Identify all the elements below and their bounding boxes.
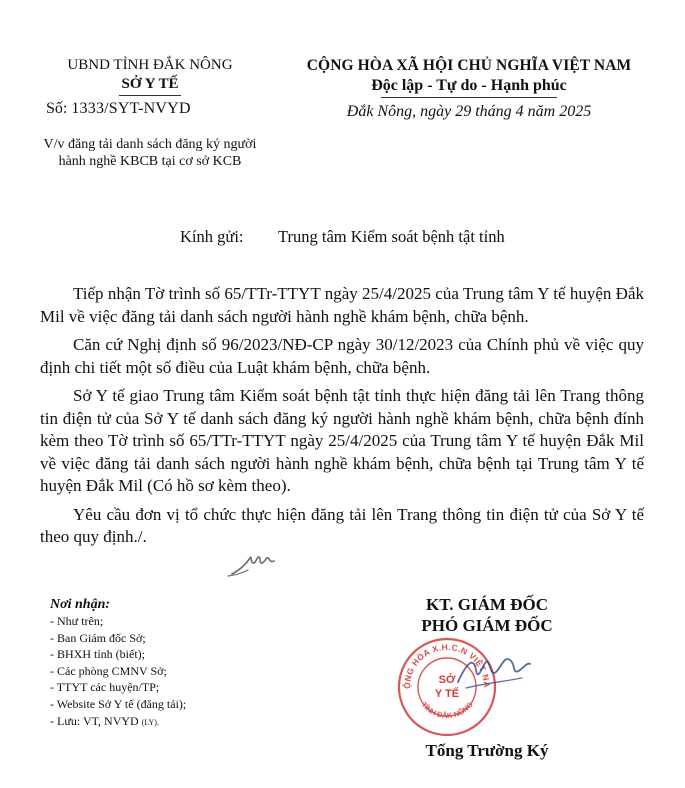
dateline-suffix: năm 2025 bbox=[523, 103, 592, 120]
body-paragraph-4: Yêu cầu đơn vị tổ chức thực hiện đăng tải lên Trang thông tin điện tử của Sở Y tế theo quy định./. bbox=[40, 504, 644, 546]
national-header bbox=[272, 56, 666, 122]
distribution-list bbox=[50, 596, 186, 731]
dateline-mid: tháng bbox=[471, 103, 516, 120]
nation-name: CỘNG HÒA XÃ HỘI CHỦ NGHĨA VIỆT NAM bbox=[306, 57, 632, 74]
archive-initials: (LY). bbox=[141, 717, 159, 727]
letter-body bbox=[40, 283, 644, 555]
issuer-department: SỞ Y TẾ bbox=[121, 76, 179, 92]
signature-block bbox=[392, 594, 582, 636]
distribution-item-archive bbox=[50, 713, 186, 732]
addressee bbox=[180, 227, 505, 247]
signer-role-secondary: PHÓ GIÁM ĐỐC bbox=[421, 616, 553, 635]
document-number-value: 1333/SYT-NVYD bbox=[71, 100, 191, 117]
distribution-title: Nơi nhận: bbox=[50, 597, 111, 612]
distribution-item: - BHXH tỉnh (biết); bbox=[50, 647, 145, 662]
svg-text:SỞ: SỞ bbox=[438, 674, 456, 686]
distribution-item: - TTYT các huyện/TP; bbox=[50, 680, 160, 695]
addressee-label: Kính gửi: bbox=[180, 227, 244, 246]
archive-text: - Lưu: VT, NVYD bbox=[50, 713, 142, 728]
distribution-items bbox=[50, 613, 186, 731]
distribution-item: - Ban Giám đốc Sở; bbox=[50, 630, 146, 645]
signer-name: Tống Trường Ký bbox=[425, 741, 549, 760]
svg-text:TỈNH ĐẮK NÔNG: TỈNH ĐẮK NÔNG bbox=[419, 700, 475, 721]
issuer-agency: UBND TỈNH ĐẮK NÔNG bbox=[67, 57, 233, 73]
addressee-name: Trung tâm Kiểm soát bệnh tật tỉnh bbox=[278, 227, 505, 246]
body-paragraph-1: Tiếp nhận Tờ trình số 65/TTr-TTYT ngày 25/4/2025 của Trung tâm Y tế huyện Đắk Mil về việc đăng tải danh sách người hành nghề khám bệnh, chữa bệnh. bbox=[40, 284, 644, 326]
initials-mark bbox=[226, 548, 282, 585]
body-paragraph-2: Căn cứ Nghị định số 96/2023/NĐ-CP ngày 30/12/2023 của Chính phủ về việc quy định chi tiết một số điều của Luật khám bệnh, chữa bệnh. bbox=[40, 335, 644, 377]
issuer-block bbox=[30, 56, 270, 96]
dateline bbox=[272, 102, 666, 122]
dateline-prefix: Đắk Nông, ngày bbox=[346, 103, 456, 120]
issuer-underline bbox=[119, 95, 181, 96]
distribution-item: - Các phòng CMNV Sở; bbox=[50, 663, 167, 678]
body-paragraph-3: Sở Y tế giao Trung tâm Kiểm soát bệnh tật tỉnh thực hiện đăng tải lên Trang thông tin điện tử của Sở Y tế danh sách đăng ký người hành nghề khám bệnh, chữa bệnh đính kèm theo Tờ trình số 65/TTr-TTYT ngày 25/4/2025 của Trung tâm Y tế huyện Đắk Mil về việc đăng tải danh sách người hành nghề khám bệnh, chữa bệnh tại Trung tâm Y tế huyện Đắk Mil (Có hồ sơ kèm theo). bbox=[40, 386, 644, 495]
svg-text:CỘNG HÒA X.H.C.N VIỆT NAM: ỘNG HÒA X.H.C.N VIỆT NA bbox=[401, 641, 493, 690]
distribution-item: - Website Sở Y tế (đăng tải); bbox=[50, 696, 187, 711]
handwritten-signature-icon bbox=[452, 642, 534, 711]
signer-role-primary: KT. GIÁM ĐỐC bbox=[426, 595, 548, 614]
distribution-item: - Như trên; bbox=[50, 614, 104, 628]
document-subject: V/v đăng tải danh sách đăng ký người hành nghề KBCB tại cơ sở KCB bbox=[43, 137, 257, 169]
dateline-day: 29 bbox=[455, 103, 472, 120]
svg-text:Y TẾ: Y TẾ bbox=[434, 688, 460, 700]
document-number bbox=[46, 100, 191, 118]
national-motto: Độc lập - Tự do - Hạnh phúc bbox=[371, 77, 567, 94]
dateline-month: 4 bbox=[515, 103, 524, 120]
motto-underline bbox=[381, 97, 557, 98]
document-number-label: Số: bbox=[46, 100, 68, 117]
